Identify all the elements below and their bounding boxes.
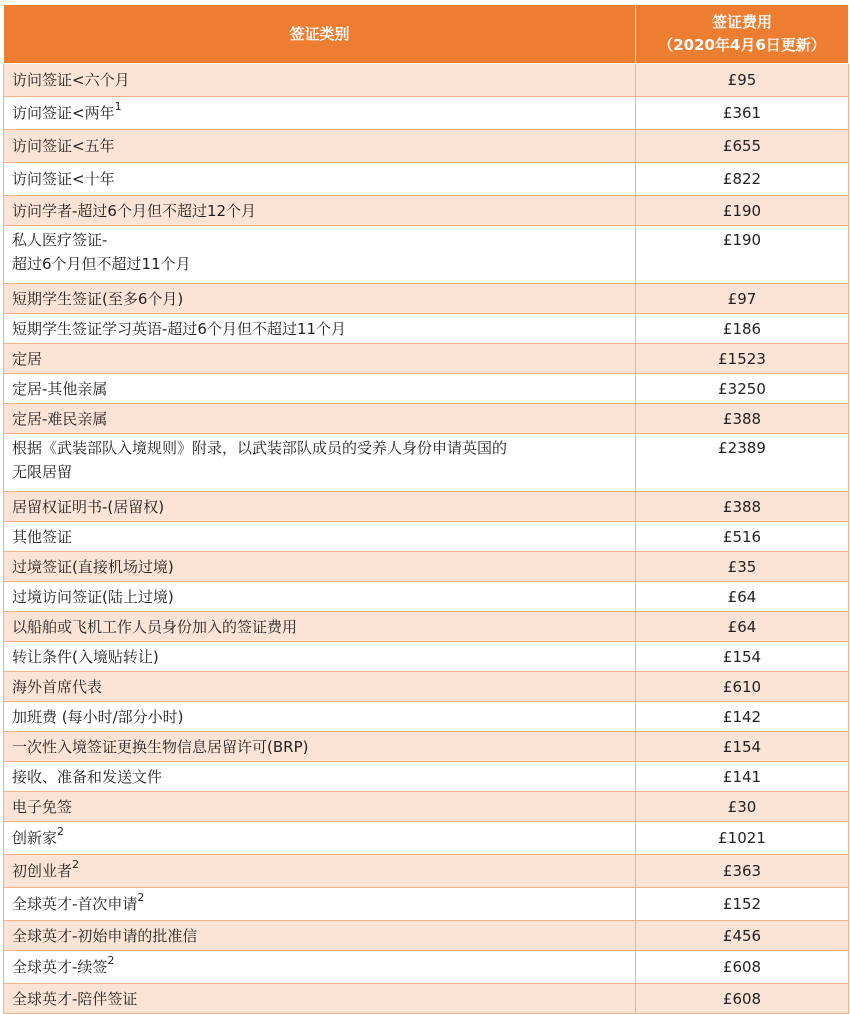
row-category: 过境签证(直接机场过境): [4, 552, 636, 582]
footnote-marker: 2: [107, 954, 115, 967]
table-row: [4, 284, 849, 314]
footnote-marker: 1: [114, 100, 122, 113]
row-fee: £1523: [636, 344, 849, 374]
row-category: 初创业者$^2$: [4, 855, 636, 888]
table-row: [4, 984, 849, 1014]
row-fee: £388: [636, 404, 849, 434]
row-category: 定居-难民亲属: [4, 404, 636, 434]
row-fee: £1021: [636, 822, 849, 855]
row-category: 居留权证明书-(居留权): [4, 492, 636, 522]
row-category: 访问学者-超过6个月但不超过12个月: [4, 196, 636, 226]
visa-fee-table-container: [3, 4, 848, 1014]
row-fee: £154: [636, 642, 849, 672]
row-fee: £363: [636, 855, 849, 888]
row-fee: £456: [636, 921, 849, 951]
row-fee: £154: [636, 732, 849, 762]
row-category: 接收、准备和发送文件: [4, 762, 636, 792]
table-row: [4, 344, 849, 374]
row-category: 定居-其他亲属: [4, 374, 636, 404]
row-category: 海外首席代表: [4, 672, 636, 702]
row-fee: £186: [636, 314, 849, 344]
table-row: [4, 314, 849, 344]
row-fee: £30: [636, 792, 849, 822]
table-row: [4, 226, 849, 284]
row-category: 短期学生签证学习英语-超过6个月但不超过11个月: [4, 314, 636, 344]
row-category: 全球英才-陪伴签证: [4, 984, 636, 1014]
table-row: [4, 642, 849, 672]
row-category: 访问签证<六个月: [4, 64, 636, 97]
row-category: 访问签证<五年: [4, 130, 636, 163]
row-fee: £2389: [636, 434, 849, 492]
header-category: 签证类别: [4, 5, 636, 64]
table-row: [4, 492, 849, 522]
row-category: 访问签证<十年: [4, 163, 636, 196]
footnote-marker: 2: [137, 891, 145, 904]
row-category: 全球英才-初始申请的批准信: [4, 921, 636, 951]
row-fee: £95: [636, 64, 849, 97]
row-fee: £190: [636, 226, 849, 284]
table-row: [4, 163, 849, 196]
table-row: [4, 404, 849, 434]
table-header-row: [4, 5, 849, 64]
row-category: 访问签证<两年$^1$: [4, 97, 636, 130]
header-fee-date: （2020年4月6日更新）: [658, 36, 826, 54]
row-fee: £516: [636, 522, 849, 552]
table-row: [4, 552, 849, 582]
row-fee: £64: [636, 612, 849, 642]
table-row: [4, 64, 849, 97]
table-row: [4, 582, 849, 612]
table-row: [4, 130, 849, 163]
header-fee: [636, 5, 849, 64]
table-row: [4, 374, 849, 404]
row-fee: £610: [636, 672, 849, 702]
table-row: [4, 822, 849, 855]
table-row: [4, 762, 849, 792]
row-category: 一次性入境签证更换生物信息居留许可(BRP): [4, 732, 636, 762]
row-category: 全球英才-首次申请$^2$: [4, 888, 636, 921]
row-category: 短期学生签证(至多6个月): [4, 284, 636, 314]
row-category: 私人医疗签证- 超过6个月但不超过11个月: [4, 226, 636, 284]
row-fee: £190: [636, 196, 849, 226]
row-fee: £142: [636, 702, 849, 732]
row-fee: £608: [636, 984, 849, 1014]
table-row: [4, 612, 849, 642]
table-row: [4, 951, 849, 984]
row-fee: £64: [636, 582, 849, 612]
row-fee: £3250: [636, 374, 849, 404]
row-fee: £141: [636, 762, 849, 792]
row-category: 全球英才-续签$^2$: [4, 951, 636, 984]
header-fee-title: 签证费用: [711, 13, 772, 31]
row-fee: £97: [636, 284, 849, 314]
row-category: 根据《武装部队入境规则》附录，以武装部队成员的受养人身份申请英国的 无限居留: [4, 434, 636, 492]
row-category: 定居: [4, 344, 636, 374]
row-fee: £655: [636, 130, 849, 163]
table-row: [4, 196, 849, 226]
row-fee: £388: [636, 492, 849, 522]
row-category: 转让条件(入境贴转让): [4, 642, 636, 672]
row-fee: £361: [636, 97, 849, 130]
visa-fee-table: [3, 4, 849, 1014]
row-category: 加班费 (每小时/部分小时): [4, 702, 636, 732]
row-fee: £608: [636, 951, 849, 984]
table-row: [4, 732, 849, 762]
table-row: [4, 792, 849, 822]
footnote-marker: 2: [72, 858, 80, 871]
table-row: [4, 921, 849, 951]
row-category: 以船舶或飞机工作人员身份加入的签证费用: [4, 612, 636, 642]
table-row: [4, 702, 849, 732]
table-row: [4, 522, 849, 552]
table-row: [4, 434, 849, 492]
row-fee: £152: [636, 888, 849, 921]
footnote-marker: 2: [57, 825, 65, 838]
table-row: [4, 855, 849, 888]
table-row: [4, 97, 849, 130]
row-category: 创新家$^2$: [4, 822, 636, 855]
table-row: [4, 672, 849, 702]
row-category: 过境访问签证(陆上过境): [4, 582, 636, 612]
row-category: 电子免签: [4, 792, 636, 822]
table-row: [4, 888, 849, 921]
row-category: 其他签证: [4, 522, 636, 552]
row-fee: £35: [636, 552, 849, 582]
row-fee: £822: [636, 163, 849, 196]
